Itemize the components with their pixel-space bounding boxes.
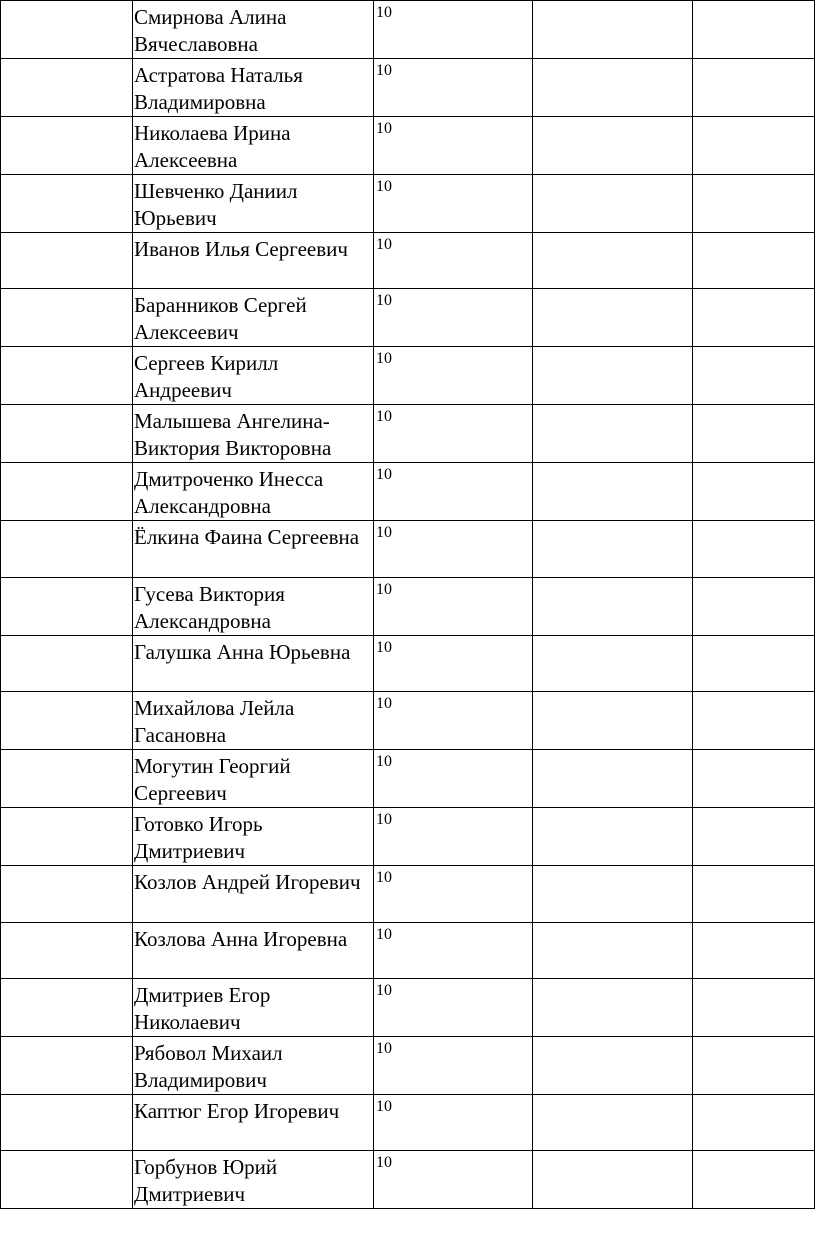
student-name-cell: Дмитроченко Инесса Александровна	[133, 463, 374, 521]
empty-cell	[693, 463, 815, 521]
student-name-cell: Сергеев Кирилл Андреевич	[133, 347, 374, 405]
table-row	[1, 922, 815, 978]
table-row	[1, 978, 815, 1036]
empty-cell	[693, 577, 815, 635]
row-number-cell	[1, 1036, 133, 1094]
grade-cell: 10	[374, 635, 533, 691]
student-name-cell: Козлова Анна Игоревна	[133, 922, 374, 978]
grade-cell: 10	[374, 405, 533, 463]
table-row	[1, 289, 815, 347]
empty-cell	[693, 347, 815, 405]
student-name-cell: Гусева Виктория Александровна	[133, 577, 374, 635]
empty-cell	[693, 1036, 815, 1094]
row-number-cell	[1, 1094, 133, 1150]
grade-cell: 10	[374, 347, 533, 405]
student-name-cell: Астратова Наталья Владимировна	[133, 59, 374, 117]
row-number-cell	[1, 635, 133, 691]
empty-cell	[533, 866, 693, 922]
grade-cell: 10	[374, 59, 533, 117]
empty-cell	[693, 1094, 815, 1150]
empty-cell	[533, 347, 693, 405]
empty-cell	[533, 922, 693, 978]
table-row	[1, 808, 815, 866]
row-number-cell	[1, 808, 133, 866]
empty-cell	[533, 635, 693, 691]
empty-cell	[693, 1151, 815, 1209]
table-row	[1, 117, 815, 175]
grade-cell: 10	[374, 978, 533, 1036]
grade-cell: 10	[374, 175, 533, 233]
table-row	[1, 463, 815, 521]
grade-cell: 10	[374, 117, 533, 175]
grade-cell: 10	[374, 692, 533, 750]
empty-cell	[693, 233, 815, 289]
student-name-cell: Рябовол Михаил Владимирович	[133, 1036, 374, 1094]
student-name-cell: Иванов Илья Сергеевич	[133, 233, 374, 289]
table-row	[1, 635, 815, 691]
grade-cell: 10	[374, 1151, 533, 1209]
student-name-cell: Могутин Георгий Сергеевич	[133, 750, 374, 808]
student-name-cell: Каптюг Егор Игоревич	[133, 1094, 374, 1150]
row-number-cell	[1, 59, 133, 117]
grade-cell: 10	[374, 577, 533, 635]
empty-cell	[693, 405, 815, 463]
empty-cell	[533, 1, 693, 59]
empty-cell	[533, 1094, 693, 1150]
student-name-cell: Михайлова Лейла Гасановна	[133, 692, 374, 750]
empty-cell	[533, 463, 693, 521]
empty-cell	[693, 922, 815, 978]
empty-cell	[693, 750, 815, 808]
student-name-cell: Дмитриев Егор Николаевич	[133, 978, 374, 1036]
empty-cell	[533, 175, 693, 233]
student-name-cell: Галушка Анна Юрьевна	[133, 635, 374, 691]
table-row	[1, 175, 815, 233]
row-number-cell	[1, 922, 133, 978]
row-number-cell	[1, 117, 133, 175]
row-number-cell	[1, 289, 133, 347]
empty-cell	[693, 1, 815, 59]
empty-cell	[693, 117, 815, 175]
student-name-cell: Горбунов Юрий Дмитриевич	[133, 1151, 374, 1209]
empty-cell	[533, 1151, 693, 1209]
grade-cell: 10	[374, 289, 533, 347]
student-name-cell: Баранников Сергей Алексеевич	[133, 289, 374, 347]
empty-cell	[693, 175, 815, 233]
empty-cell	[533, 577, 693, 635]
table-row	[1, 521, 815, 577]
empty-cell	[693, 289, 815, 347]
table-row	[1, 750, 815, 808]
empty-cell	[533, 1036, 693, 1094]
row-number-cell	[1, 750, 133, 808]
row-number-cell	[1, 692, 133, 750]
empty-cell	[533, 521, 693, 577]
empty-cell	[693, 866, 815, 922]
row-number-cell	[1, 175, 133, 233]
row-number-cell	[1, 463, 133, 521]
row-number-cell	[1, 978, 133, 1036]
table-row	[1, 577, 815, 635]
row-number-cell	[1, 521, 133, 577]
grade-cell: 10	[374, 808, 533, 866]
student-name-cell: Готовко Игорь Дмитриевич	[133, 808, 374, 866]
grade-cell: 10	[374, 463, 533, 521]
row-number-cell	[1, 233, 133, 289]
empty-cell	[693, 692, 815, 750]
empty-cell	[533, 117, 693, 175]
student-name-cell: Малышева Ангелина-Виктория Викторовна	[133, 405, 374, 463]
row-number-cell	[1, 866, 133, 922]
row-number-cell	[1, 1, 133, 59]
row-number-cell	[1, 1151, 133, 1209]
grade-cell: 10	[374, 866, 533, 922]
student-name-cell: Шевченко Даниил Юрьевич	[133, 175, 374, 233]
grade-cell: 10	[374, 521, 533, 577]
grade-cell: 10	[374, 1, 533, 59]
row-number-cell	[1, 405, 133, 463]
empty-cell	[533, 750, 693, 808]
row-number-cell	[1, 577, 133, 635]
grade-cell: 10	[374, 1094, 533, 1150]
table-row	[1, 405, 815, 463]
empty-cell	[693, 808, 815, 866]
student-name-cell: Николаева Ирина Алексеевна	[133, 117, 374, 175]
student-name-cell: Смирнова Алина Вячеславовна	[133, 1, 374, 59]
empty-cell	[533, 405, 693, 463]
table-row	[1, 59, 815, 117]
row-number-cell	[1, 347, 133, 405]
student-name-cell: Ёлкина Фаина Сергеевна	[133, 521, 374, 577]
table-row	[1, 233, 815, 289]
grade-cell: 10	[374, 750, 533, 808]
empty-cell	[533, 289, 693, 347]
student-name-cell: Козлов Андрей Игоревич	[133, 866, 374, 922]
empty-cell	[533, 59, 693, 117]
grade-cell: 10	[374, 233, 533, 289]
empty-cell	[693, 978, 815, 1036]
roster-body	[1, 1, 815, 1209]
table-row	[1, 347, 815, 405]
table-row	[1, 866, 815, 922]
table-row	[1, 692, 815, 750]
empty-cell	[533, 808, 693, 866]
grade-cell: 10	[374, 1036, 533, 1094]
empty-cell	[693, 521, 815, 577]
empty-cell	[693, 59, 815, 117]
grade-cell: 10	[374, 922, 533, 978]
table-row	[1, 1094, 815, 1150]
table-row	[1, 1151, 815, 1209]
empty-cell	[533, 978, 693, 1036]
empty-cell	[533, 692, 693, 750]
table-row	[1, 1, 815, 59]
empty-cell	[693, 635, 815, 691]
table-row	[1, 1036, 815, 1094]
empty-cell	[533, 233, 693, 289]
